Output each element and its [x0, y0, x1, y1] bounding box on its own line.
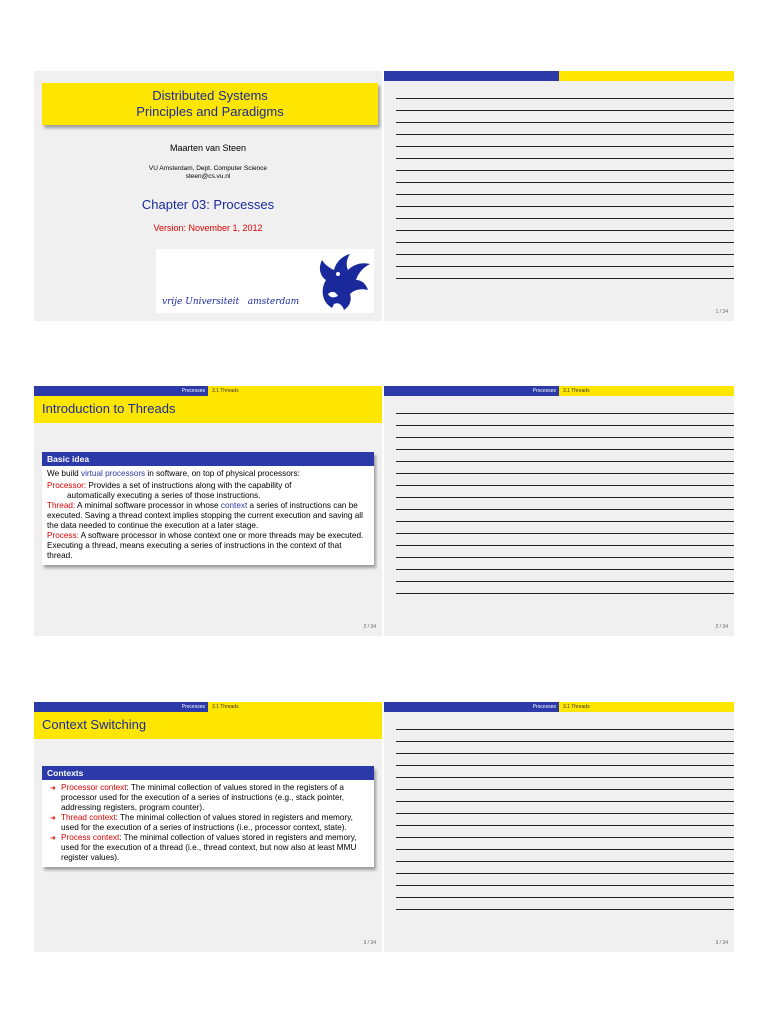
- nav-section[interactable]: Processes: [34, 386, 208, 396]
- nav-subsection[interactable]: 3.1 Threads: [208, 702, 382, 712]
- block-body: [42, 780, 374, 867]
- nav-section[interactable]: Processes: [34, 702, 208, 712]
- triangle-bullet-icon: ➜: [50, 785, 56, 792]
- notes-header-strip: Processes 3.1 Threads: [384, 386, 734, 396]
- list-item: ➜ Processor context: The minimal collection of values stored in the registers of a processor used for the execution of a series of instructions (e.g., stack pointer, addressing registers, program counter).: [50, 783, 345, 812]
- block-body: [42, 466, 374, 565]
- list-item: ➜ Thread context: The minimal collection of values stored in registers and memory, used for the execution of a series of instructions (i.e., processor context, state).: [50, 813, 353, 832]
- logo-text: vrije Universiteit amsterdam: [162, 297, 300, 307]
- contexts-block: [42, 766, 374, 867]
- slide-1: [34, 71, 382, 321]
- chapter-title: Chapter 03: Processes: [141, 197, 275, 212]
- notes-panel-3: [384, 702, 734, 952]
- author: Maarten van Steen: [169, 143, 247, 153]
- title-box: [42, 83, 378, 125]
- slide-2: [34, 386, 382, 636]
- block-title: Contexts: [42, 766, 374, 780]
- griffin-emblem-icon: [302, 250, 372, 312]
- nav-subsection[interactable]: 3.1 Threads: [208, 386, 382, 396]
- notes-header-strip: Processes 3.1 Threads: [384, 702, 734, 712]
- frame-title: Introduction to Threads: [34, 396, 382, 423]
- version: Version: November 1, 2012: [153, 223, 263, 233]
- page-number: 2 / 34: [363, 624, 376, 630]
- contexts-list: [47, 783, 364, 863]
- nav-header: [34, 386, 382, 396]
- notes-header-strip: [384, 71, 734, 81]
- triangle-bullet-icon: ➜: [50, 815, 56, 822]
- page-number: 3 / 34: [715, 940, 728, 946]
- frame-title: Context Switching: [34, 712, 382, 739]
- page-number: 3 / 34: [363, 940, 376, 946]
- triangle-bullet-icon: ➜: [50, 835, 56, 842]
- notes-panel-2: [384, 386, 734, 636]
- email: steen@cs.vu.nl: [185, 173, 231, 180]
- list-item: ➜ Process context: The minimal collection of values stored in registers and memory, used for the execution of a thread (i.e., thread context, but now also at least MMU register values).: [50, 833, 357, 862]
- thread-definition: Thread: A minimal software processor in whose context a series of instructions can be executed. Saving a thread context implies stopping the current execution and saving all the data needed to continue the execution at a later stage.: [47, 501, 363, 530]
- nav-header: [34, 702, 382, 712]
- page-number: 1 / 34: [715, 309, 728, 315]
- process-definition: Process: A software processor in whose context one or more threads may be executed. Executing a thread, means executing a series of instructions in the context of that thread.: [47, 531, 364, 560]
- affiliation-block: [34, 165, 382, 181]
- slide-3: [34, 702, 382, 952]
- processor-definition: Processor: Provides a set of instructions along with the capability of automatically executing a series of those instructions.: [47, 481, 292, 500]
- intro-line: We build virtual processors in software, on top of physical processors:: [47, 469, 300, 478]
- title-line-2: Principles and Paradigms: [136, 104, 284, 119]
- page-number: 2 / 34: [715, 624, 728, 630]
- basic-idea-block: [42, 452, 374, 565]
- title-line-1: Distributed Systems: [152, 88, 268, 103]
- university-logo: [156, 249, 374, 313]
- affiliation: VU Amsterdam, Dept. Computer Science: [148, 165, 268, 172]
- notes-panel-1: [384, 71, 734, 321]
- block-title: Basic idea: [42, 452, 374, 466]
